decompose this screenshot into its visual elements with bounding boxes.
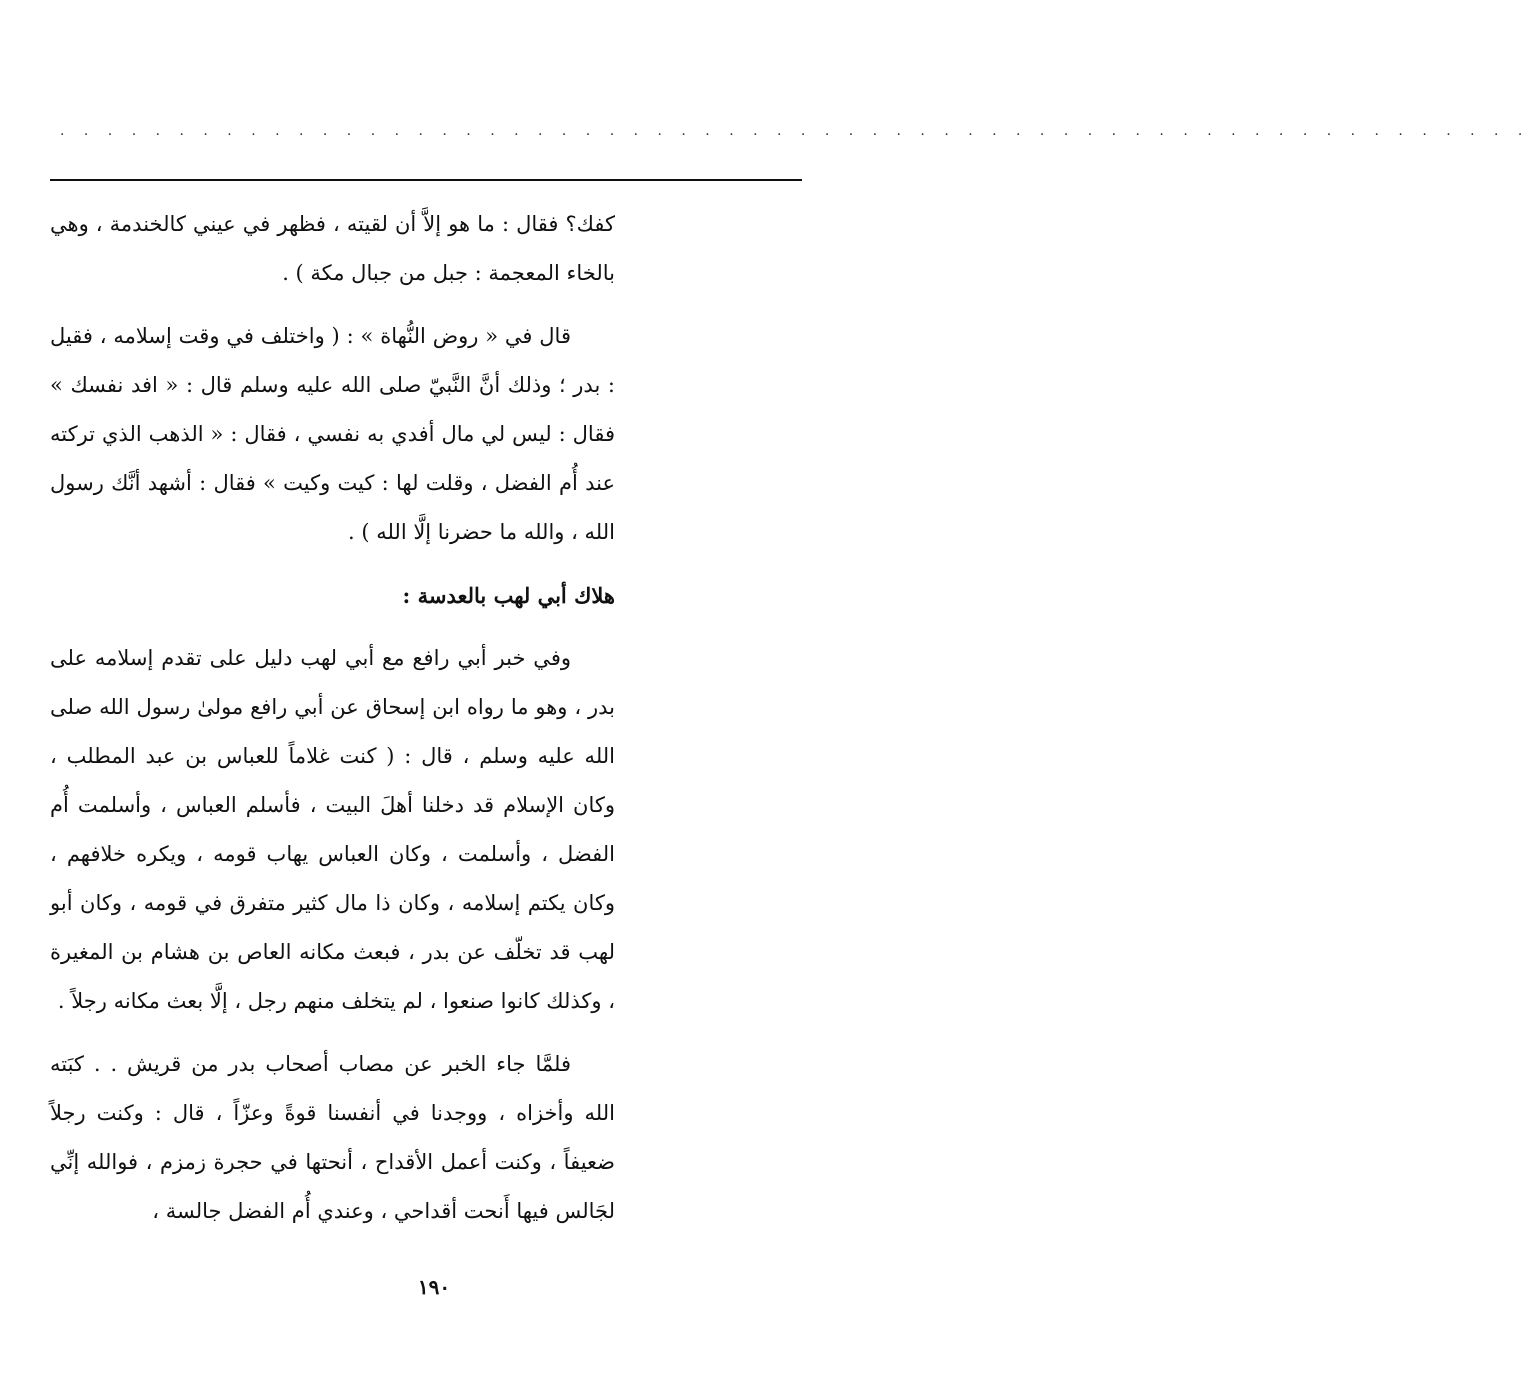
- page-body: [50, 200, 615, 1236]
- paragraph-badr-news: فلمَّا جاء الخبر عن مصاب أصحاب بدر من قريش . . كبَته الله وأخزاه ، ووجدنا في أنفسنا قوةً وعزّاً ، قال : وكنت رجلاً ضعيفاً ، وكنت أعمل الأقداح ، أنحتها في حجرة زمزم ، فوالله إنِّي لجَالس فيها أَنحت أقداحي ، وعندي أُم الفضل جالسة ،: [50, 1052, 615, 1223]
- paragraph-rawd-alnuhat: قال في « روض النُّهاة » : ( واختلف في وقت إسلامه ، فقيل : بدر ؛ وذلك أنَّ النَّبيّ صلى الله عليه وسلم قال : « افد نفسك » فقال : ليس لي مال أفدي به نفسي ، فقال : « الذهب الذي تركته عند أُم الفضل ، وقلت لها : كيت وكيت » فقال : أشهد أنَّك رسول الله ، والله ما حضرنا إلَّا الله ) .: [50, 324, 615, 544]
- paragraph-continuation: كفك؟ فقال : ما هو إلاَّ أن لقيته ، فظهر في عيني كالخندمة ، وهي بالخاء المعجمة : جبل من جبال مكة ) .: [50, 212, 615, 285]
- header-rule: [50, 179, 802, 181]
- page-number: ١٩٠: [417, 1275, 451, 1299]
- header-dotted-line: · · · · · · · · · · · · · · · · · · · · · · · · · · · · · · · · · · · · · · · · · · · · · · · · · · · · · · · · · · · · · ·: [60, 127, 1530, 143]
- section-heading: هلاك أبي لهب بالعدسة :: [402, 583, 615, 608]
- paragraph-abu-rafi: وفي خبر أبي رافع مع أبي لهب دليل على تقدم إسلامه على بدر ، وهو ما رواه ابن إسحاق عن أبي رافع مولىٰ رسول الله صلى الله عليه وسلم ، قال : ( كنت غلاماً للعباس بن عبد المطلب ، وكان الإسلام قد دخلنا أهلَ البيت ، فأسلم العباس ، وأسلمت أُم الفضل ، وأسلمت ، وكان العباس يهاب قومه ، ويكره خلافهم ، وكان يكتم إسلامه ، وكان ذا مال كثير متفرق في قومه ، وكان أبو لهب قد تخلّف عن بدر ، فبعث مكانه العاص بن هشام بن المغيرة ، وكذلك كانوا صنعوا ، لم يتخلف منهم رجل ، إلَّا بعث مكانه رجلاً .: [50, 646, 615, 1013]
